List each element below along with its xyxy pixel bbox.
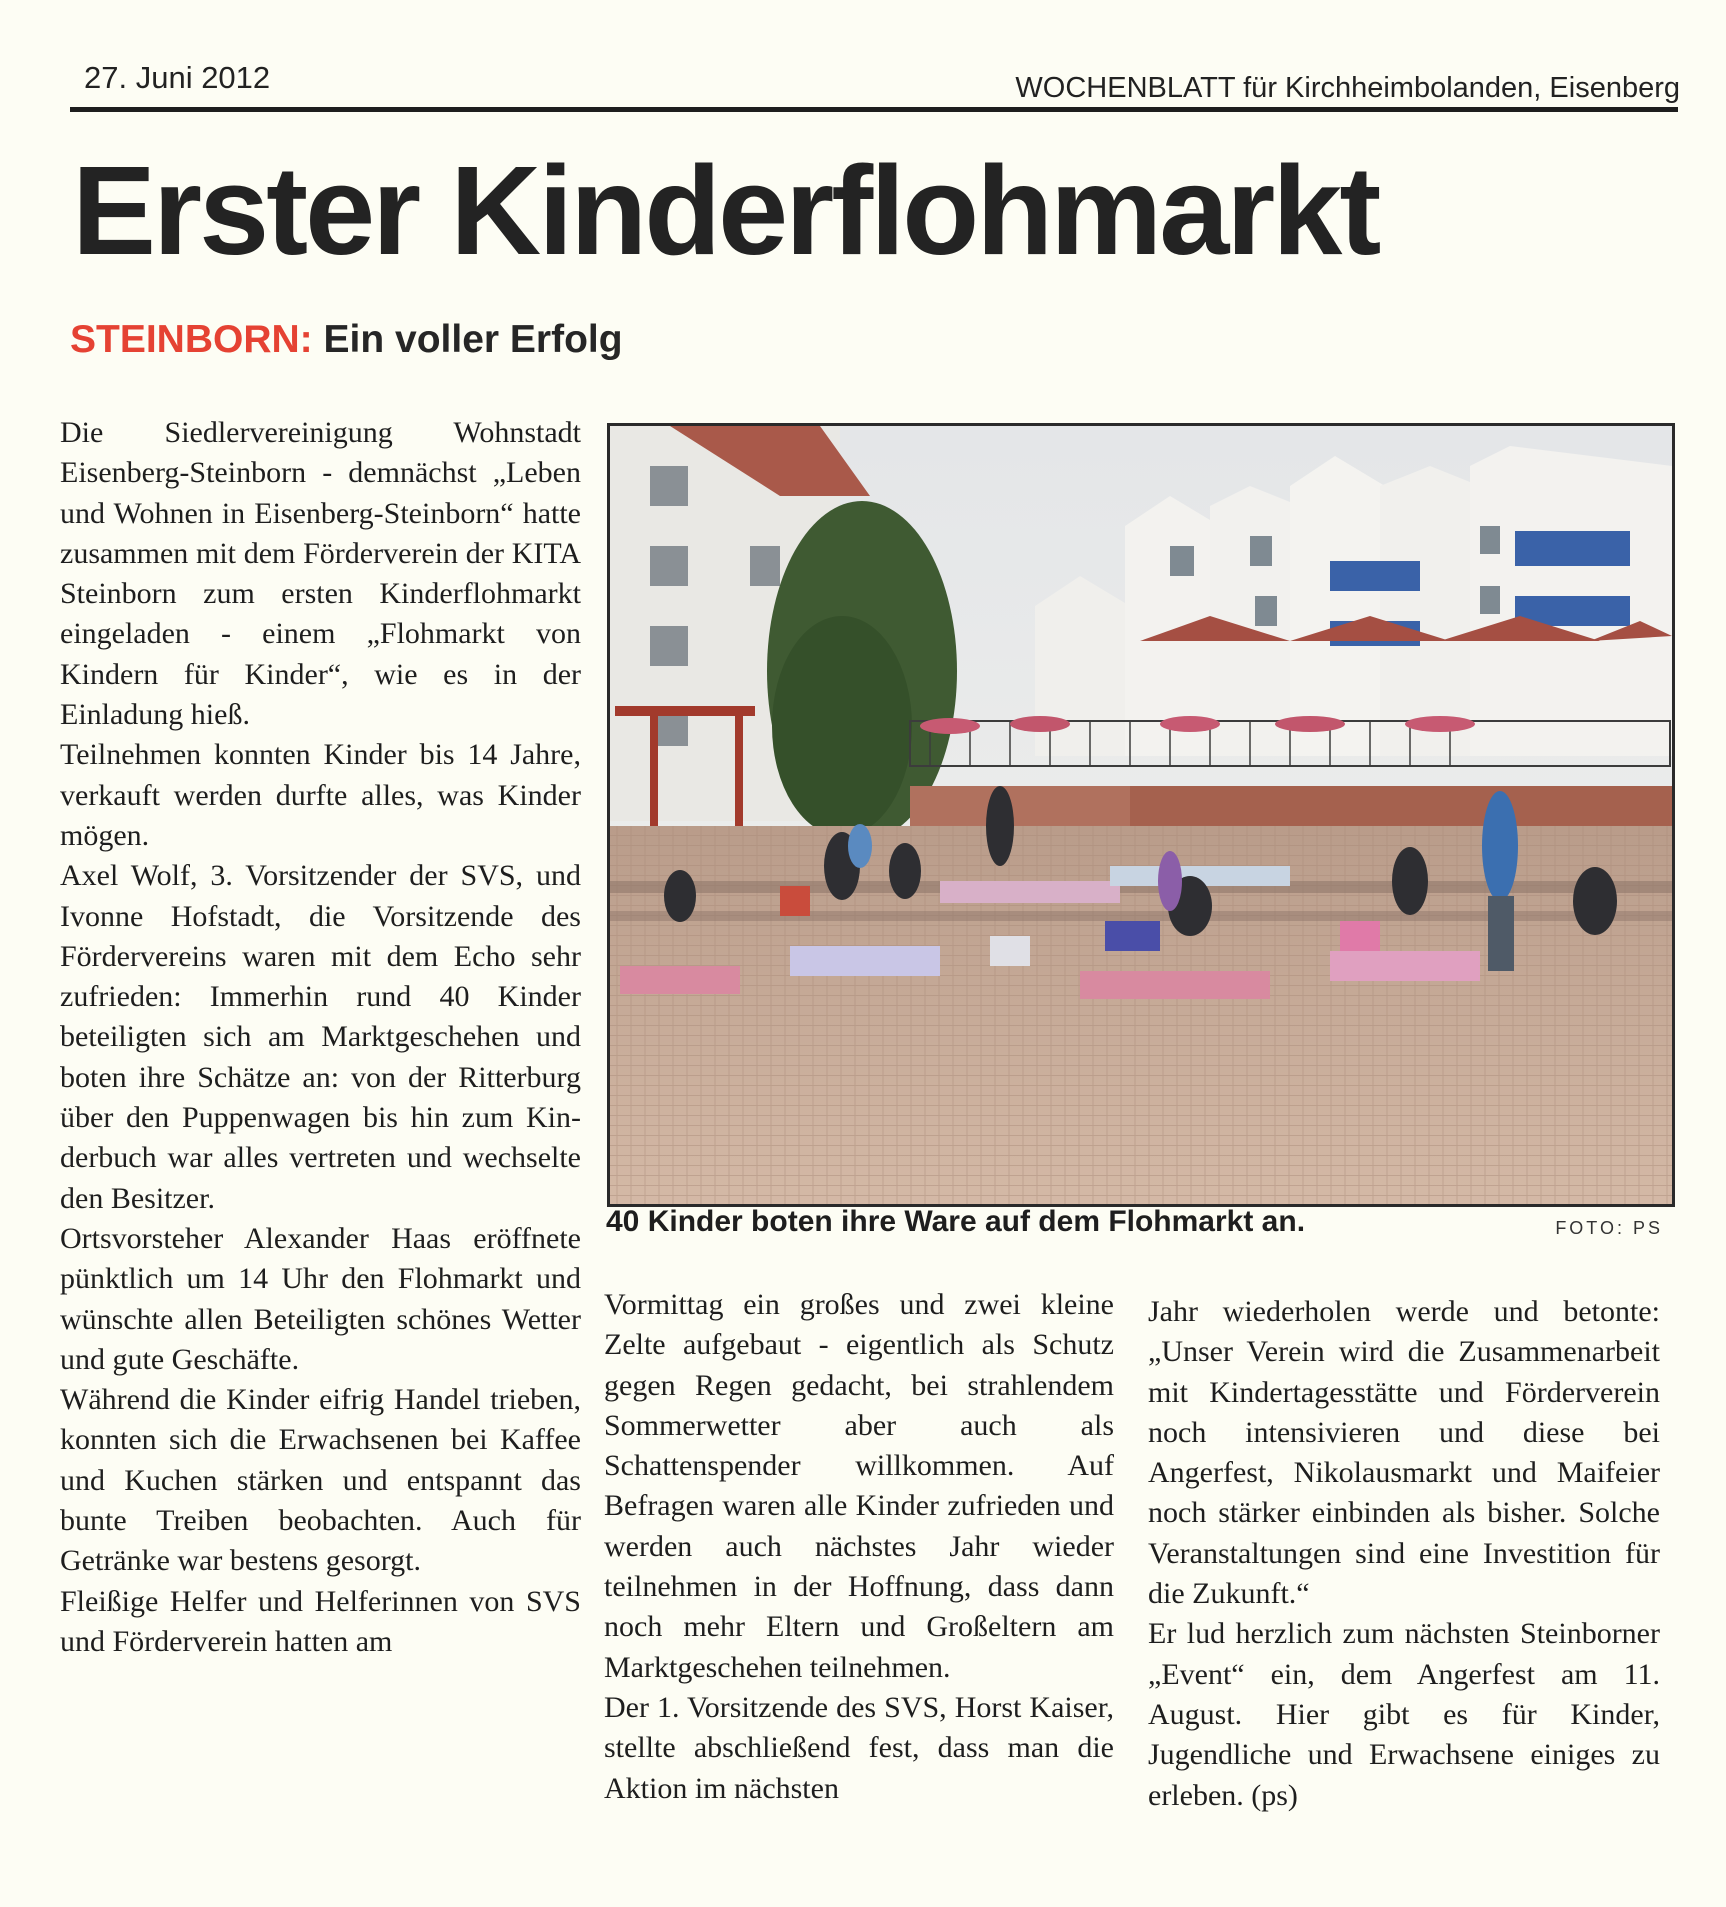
article-headline: Erster Kinderflohmarkt: [72, 140, 1379, 281]
article-column-2: [604, 1285, 1114, 1809]
article-column-1: [60, 413, 581, 1662]
subline-place: STEINBORN:: [70, 318, 313, 361]
paragraph: Fleißige Helfer und Helferinnen von SVS und Förderverein hatten am: [60, 1584, 581, 1658]
paragraph: Ortsvorsteher Alexander Haas eröffnete pünktlich um 14 Uhr den Flohmarkt und wünschte allen Beteiligten schönes Wetter und gute Geschäfte.: [60, 1221, 581, 1376]
paragraph: Teilnehmen konnten Kinder bis 14 Jahre, verkauft werden durfte alles, was Kinder mögen.: [60, 738, 581, 852]
article-subline: [70, 318, 623, 362]
paragraph: Der 1. Vorsitzende des SVS, Horst Kaiser, stellte abschließend fest, dass man die Aktion im nächsten: [604, 1690, 1114, 1805]
header-rule: [70, 107, 1678, 112]
paragraph: Jahr wiederholen werde und betonte: „Unser Verein wird die Zusammenarbeit mit Kindertagesstätte und Förderverein noch intensivieren und diese bei Angerfest, Nikolausmarkt und Maifeier noch stärker einbinden als bisher. Solche Veranstaltungen sind eine Investition für die Zukunft.“: [1148, 1295, 1660, 1611]
publication-name: WOCHENBLATT für Kirchheimbolanden, Eisenberg: [1015, 72, 1680, 104]
photo-caption: 40 Kinder boten ihre Ware auf dem Flohmarkt an.: [606, 1205, 1306, 1238]
issue-date: 27. Juni 2012: [84, 60, 271, 95]
paragraph: Axel Wolf, 3. Vorsitzender der SVS, und Ivonne Hofstadt, die Vorsitzende des Fördervereins waren mit dem Echo sehr zufrieden: Immerhin rund 40 Kinder beteiligten sich am Marktgeschehen und boten ihre Schätze an: von der Ritterburg über den Puppenwagen bis hin zum Kinderbuch war alles vertreten und wechselte den Besitzer.: [60, 859, 581, 1215]
paragraph: Während die Kinder eifrig Handel trieben, konnten sich die Erwachsenen bei Kaffee und Kuchen stärken und entspannt das bunte Treiben beobachten. Auch für Getränke war bestens gesorgt.: [60, 1383, 581, 1578]
article-photo: [607, 423, 1675, 1207]
paragraph: Die Siedlervereinigung Wohnstadt Eisenberg-Steinborn - demnächst „Leben und Wohnen in Eisenberg-Steinborn“ hatte zusammen mit dem Förderverein der KITA Steinborn zum ersten Kinderflohmarkt eingeladen - einem „Flohmarkt von Kindern für Kinder“, wie es in der Einladung hieß.: [60, 416, 581, 732]
paragraph: Vormittag ein großes und zwei kleine Zelte aufgebaut - eigentlich als Schutz gegen Regen gedacht, bei strahlendem Sommerwetter aber auch als Schattenspender willkommen. Auf Befragen waren alle Kinder zufrieden und werden auch nächstes Jahr wieder teilnehmen in der Hoffnung, dass dann noch mehr Eltern und Großeltern am Marktgeschehen teilnehmen.: [604, 1288, 1114, 1684]
paragraph: Er lud herzlich zum nächsten Steinborner „Event“ ein, dem Angerfest am 11. August. Hier gibt es für Kinder, Jugendliche und Erwachsene einiges zu erleben. (ps): [1148, 1617, 1660, 1812]
article-column-3: [1148, 1292, 1660, 1816]
photo-credit: FOTO: PS: [1555, 1218, 1663, 1238]
subline-text: Ein voller Erfolg: [323, 318, 623, 361]
